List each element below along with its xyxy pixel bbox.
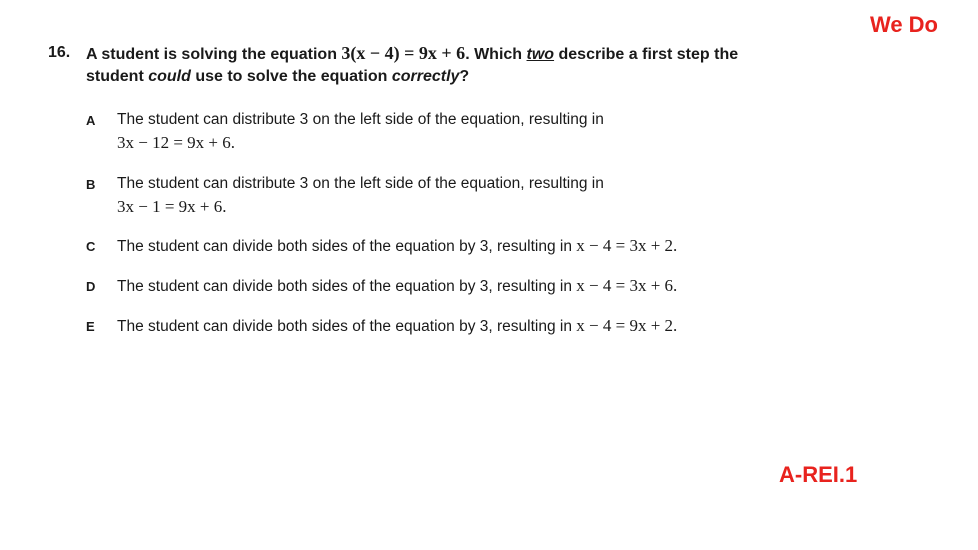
- stem-line1-post: describe a first step the: [554, 46, 739, 63]
- standard-code-label: A-REI.1: [779, 462, 858, 487]
- question-16: [48, 42, 808, 88]
- option-body: [117, 314, 677, 338]
- stem-equation: 3(x − 4) = 9x + 6: [341, 43, 466, 63]
- stem-line2-mid: use to solve the equation: [190, 68, 392, 85]
- option-equation: x − 4 = 9x + 2.: [576, 316, 678, 335]
- option-letter: C: [86, 239, 96, 254]
- option-text: The student can distribute 3 on the left side of the equation, resulting in: [117, 111, 604, 128]
- stem-line1-pre: A student is solving the equation: [86, 46, 342, 63]
- option-b[interactable]: [86, 172, 604, 219]
- option-a[interactable]: [86, 108, 604, 155]
- option-equation: x − 4 = 3x + 6.: [576, 276, 678, 295]
- option-text: The student can divide both sides of the equation by 3, resulting in: [117, 278, 577, 295]
- option-equation: 3x − 1 = 9x + 6.: [117, 197, 227, 216]
- question-number: 16.: [48, 44, 71, 61]
- stem-emphasis-two: two: [526, 46, 555, 63]
- stem-line1-mid: . Which: [465, 46, 527, 63]
- option-e[interactable]: [86, 314, 677, 338]
- option-letter: B: [86, 177, 96, 192]
- stem-emphasis-correctly: correctly: [391, 68, 460, 85]
- option-text: The student can divide both sides of the equation by 3, resulting in: [117, 318, 577, 335]
- option-letter: E: [86, 319, 95, 334]
- option-text: The student can distribute 3 on the left side of the equation, resulting in: [117, 175, 604, 192]
- question-text: [86, 42, 808, 88]
- option-text: The student can divide both sides of the equation by 3, resulting in: [117, 238, 577, 255]
- option-body: [117, 108, 604, 155]
- option-body: [117, 172, 604, 219]
- question-stem: [48, 42, 808, 88]
- option-body: [117, 274, 677, 298]
- option-equation: x − 4 = 3x + 2.: [576, 236, 678, 255]
- option-c[interactable]: [86, 234, 677, 258]
- option-body: [117, 234, 677, 258]
- option-d[interactable]: [86, 274, 677, 298]
- option-letter: A: [86, 113, 96, 128]
- we-do-label: We Do: [869, 12, 938, 37]
- stem-line2-post: ?: [459, 68, 470, 85]
- option-equation: 3x − 12 = 9x + 6.: [117, 133, 236, 152]
- option-letter: D: [86, 279, 96, 294]
- stem-line2-pre: student: [86, 68, 149, 85]
- stem-emphasis-could: could: [148, 68, 191, 85]
